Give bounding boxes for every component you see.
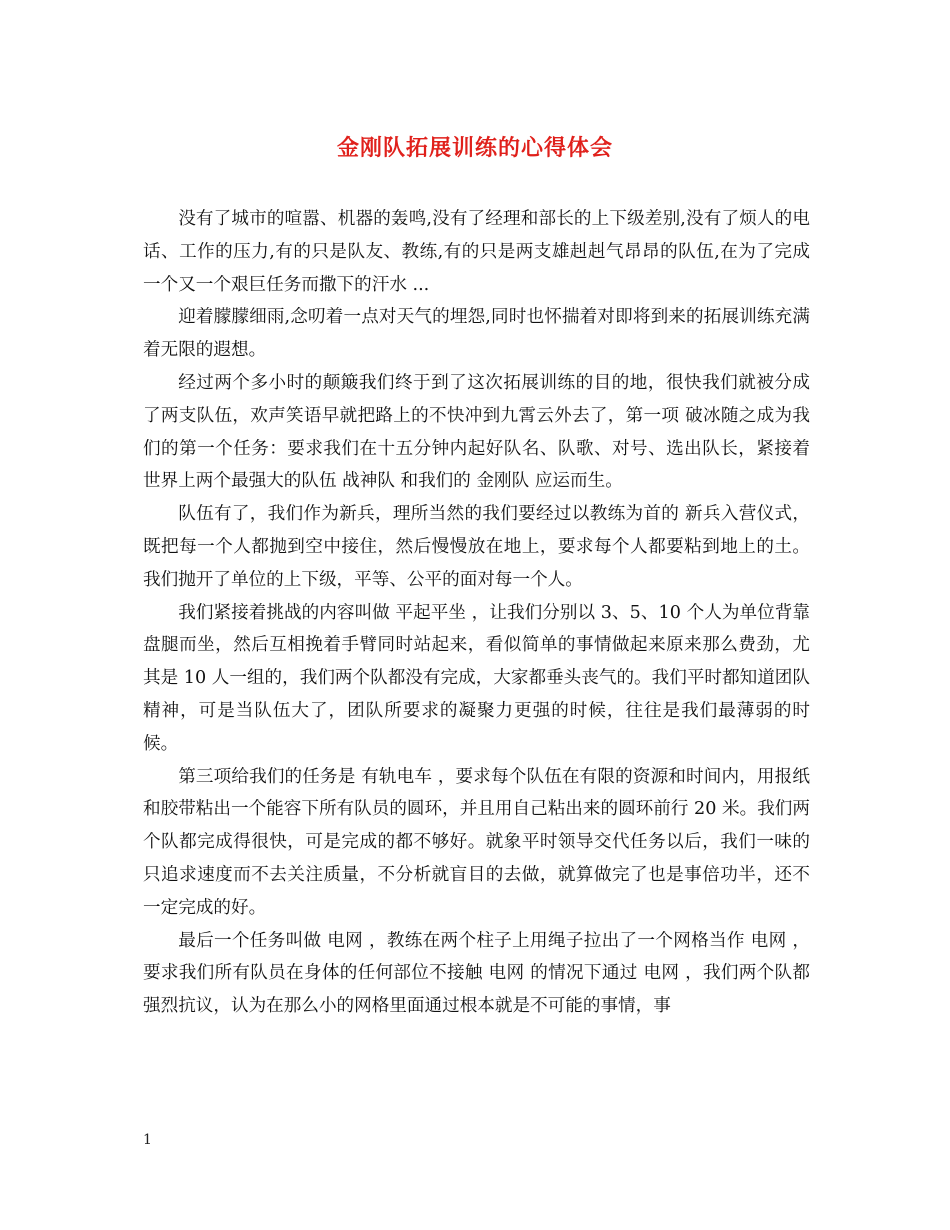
paragraph: 最后一个任务叫做 电网 ，教练在两个柱子上用绳子拉出了一个网格当作 电网 ，要求我们所有队员在身体的任何部位不接触 电网 的情况下通过 电网 ，我们两个队都强烈抗议，认为在那么小的网格里面通过根本就是不可能的事情，事 — [143, 930, 810, 1017]
paragraph: 我们紧接着挑战的内容叫做 平起平坐 ，让我们分别以 3、5、10 个人为单位背靠盘腿而坐，然后互相挽着手臂同时站起来，看似简单的事情做起来原来那么费劲，尤其是 10 人一组的，我们两个队都没有完成，大家都垂头丧气的。我们平时都知道团队精神，可是当队伍大了，团队所要求的凝聚力更强的时候，往往是我们最薄弱的时候。 — [143, 602, 810, 754]
paragraph: 第三项给我们的任务是 有轨电车 ，要求每个队伍在有限的资源和时间内，用报纸和胶带粘出一个能容下所有队员的圆环，并且用自己粘出来的圆环前行 20 米。我们两个队都完成得很快，可是完成的都不够好。就象平时领导交代任务以后，我们一味的只追求速度而不去关注质量，不分析就盲目的去做，就算做完了也是事倍功半，还不一定完成的好。 — [143, 766, 810, 918]
page-number: 1 — [143, 1132, 152, 1148]
paragraph: 经过两个多小时的颠簸我们终于到了这次拓展训练的目的地，很快我们就被分成了两支队伍，欢声笑语早就把路上的不快冲到九霄云外去了，第一项 破冰随之成为我们的第一个任务：要求我们在十五分钟内起好队名、队歌、对号、选出队长，紧接着世界上两个最强大的队伍 战神队 和我们的 金刚队 应运而生。 — [143, 372, 810, 492]
paragraph: 队伍有了，我们作为新兵，理所当然的我们要经过以教练为首的 新兵入营仪式，既把每一个人都抛到空中接住，然后慢慢放在地上，要求每个人都要粘到地上的土。我们抛开了单位的上下级，平等、公平的面对每一个人。 — [143, 504, 810, 590]
document-title: 金刚队拓展训练的心得体会 — [336, 135, 613, 161]
paragraph: 没有了城市的喧嚣、机器的轰鸣,没有了经理和部长的上下级差别,没有了烦人的电话、工作的压力,有的只是队友、教练,有的只是两支雄赳赳气昂昂的队伍,在为了完成一个又一个艰巨任务而撒下的汗水 ... — [143, 209, 810, 295]
document-body — [143, 203, 810, 1023]
paragraph: 迎着朦朦细雨,念叨着一点对天气的埋怨,同时也怀揣着对即将到来的拓展训练充满着无限的遐想。 — [143, 307, 810, 361]
